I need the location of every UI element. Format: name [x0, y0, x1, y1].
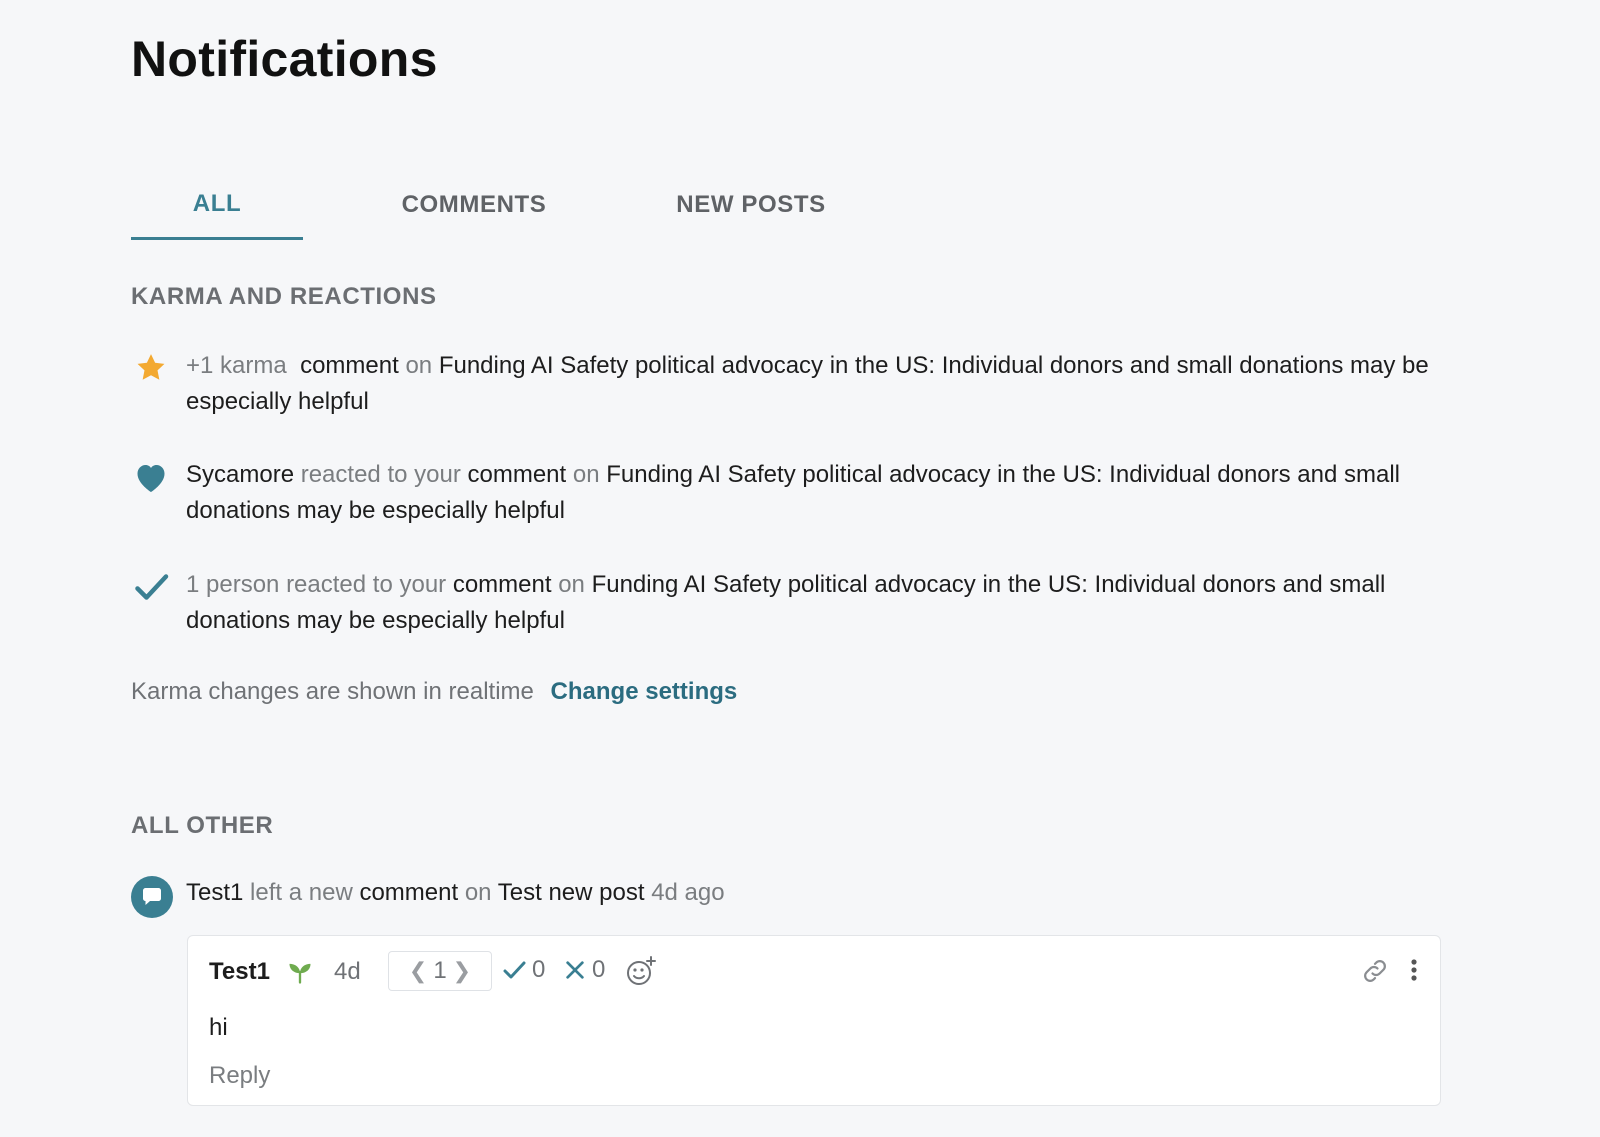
- actor-link[interactable]: Sycamore: [186, 461, 295, 488]
- comment-link[interactable]: comment: [359, 879, 459, 906]
- comment-date[interactable]: 4d: [334, 958, 361, 985]
- disagree-count: 0: [592, 956, 606, 983]
- karma-note-text: Karma changes are shown in realtime: [131, 678, 534, 705]
- new-comment-notification[interactable]: [186, 875, 725, 911]
- post-link[interactable]: Funding AI Safety political advocacy in the US: Individual donors and small donations may be especially helpful: [186, 461, 1401, 524]
- upvote-button[interactable]: ❯: [452, 958, 472, 983]
- connector-text: on: [464, 879, 492, 906]
- post-link[interactable]: Test new post: [497, 879, 645, 906]
- notification-text: [186, 567, 1446, 639]
- page-title: Notifications: [131, 31, 438, 87]
- checkmark-icon: [502, 958, 526, 982]
- notification-tabs: [131, 170, 891, 242]
- add-reaction-icon[interactable]: [624, 954, 658, 988]
- other-section-heading: ALL OTHER: [131, 812, 274, 839]
- disagree-button[interactable]: [564, 956, 605, 984]
- more-options-icon[interactable]: [1406, 954, 1422, 986]
- tab-all[interactable]: ALL: [131, 170, 303, 240]
- karma-amount: +1 karma: [186, 352, 287, 379]
- sprout-icon: [286, 958, 314, 986]
- timestamp: 4d ago: [651, 879, 725, 906]
- reply-button[interactable]: Reply: [209, 1062, 271, 1089]
- comment-bubble-icon: [131, 876, 173, 918]
- notification-text: [186, 457, 1446, 529]
- verb-text: 1 person reacted to your: [186, 571, 447, 598]
- cross-icon: [564, 959, 586, 981]
- comment-link[interactable]: comment: [300, 352, 399, 379]
- downvote-button[interactable]: ❮: [408, 958, 428, 983]
- comment-author[interactable]: Test1: [209, 958, 270, 985]
- tab-new-posts[interactable]: NEW POSTS: [676, 191, 826, 218]
- karma-score: 1: [433, 957, 447, 984]
- connector-text: on: [405, 352, 433, 379]
- verb-text: left a new: [250, 879, 353, 906]
- change-settings-link[interactable]: Change settings: [550, 678, 738, 705]
- post-link[interactable]: Funding AI Safety political advocacy in the US: Individual donors and small donations may be especially helpful: [186, 352, 1429, 415]
- actor-link[interactable]: Test1: [186, 879, 244, 906]
- comment-link[interactable]: comment: [452, 571, 552, 598]
- connector-text: on: [558, 571, 585, 598]
- agree-button[interactable]: [502, 956, 545, 984]
- post-link[interactable]: Funding AI Safety political advocacy in the US: Individual donors and small donations may be especially helpful: [186, 571, 1386, 634]
- notification-text: [186, 348, 1446, 420]
- agree-count: 0: [532, 956, 546, 983]
- star-icon: [131, 348, 171, 388]
- verb-text: reacted to your: [300, 461, 461, 488]
- link-icon[interactable]: [1360, 956, 1390, 986]
- connector-text: on: [572, 461, 600, 488]
- heart-icon: [131, 457, 171, 497]
- karma-note: [131, 678, 737, 706]
- comment-card: [187, 935, 1441, 1106]
- notifications-page: [131, 0, 1441, 1137]
- karma-section-heading: KARMA AND REACTIONS: [131, 283, 437, 310]
- checkmark-icon: [131, 567, 171, 607]
- karma-vote-box: [388, 951, 492, 991]
- tab-comments[interactable]: COMMENTS: [401, 191, 547, 218]
- comment-link[interactable]: comment: [467, 461, 567, 488]
- comment-body: hi: [209, 1014, 228, 1041]
